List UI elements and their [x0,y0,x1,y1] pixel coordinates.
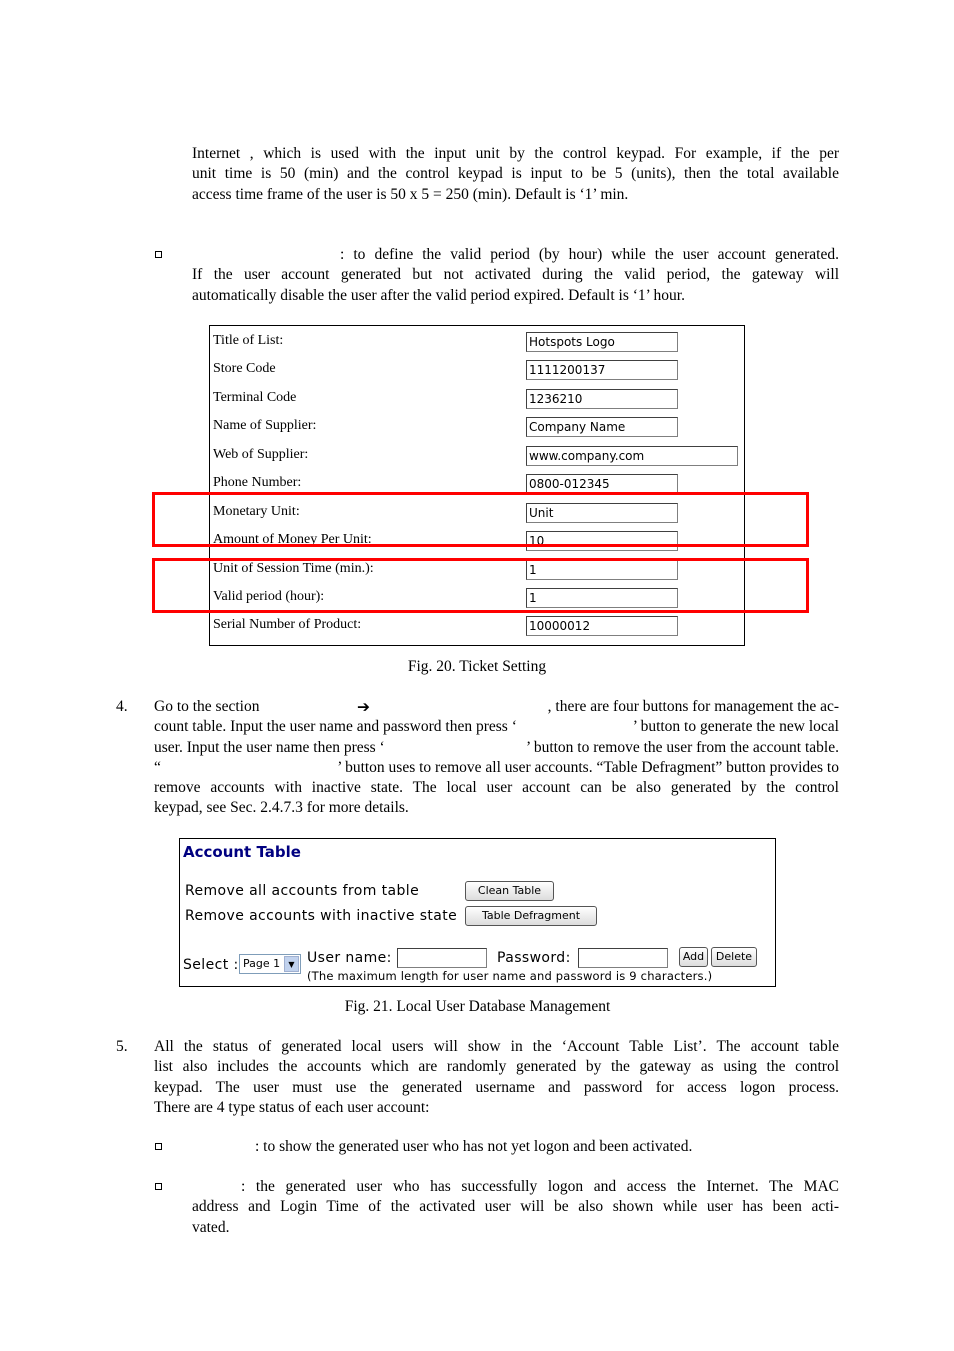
ticket-row [210,612,744,640]
row-label: Terminal Code [213,390,297,405]
page-select[interactable]: Page 1 ▼ [239,954,301,974]
row-label: Title of List: [213,333,284,348]
bullet-square-icon [155,1143,162,1150]
serial-number-field[interactable]: 10000012 [526,616,678,636]
status-not-activated-item [255,1137,839,1157]
row-label: Monetary Unit: [213,504,300,519]
terminal-code-field[interactable]: 1236210 [526,389,678,409]
text-line: address and Login Time of the activated user will be also shown while user has been acti- [192,1198,839,1216]
text-line: If the user account generated but not activated during the valid period, the gateway will [192,266,839,284]
valid-period-field[interactable]: 1 [526,588,678,608]
delete-button[interactable]: Delete [711,947,757,967]
row-label: Unit of Session Time (min.): [213,561,374,576]
bullet-square-icon [155,1183,162,1190]
ticket-row [210,442,744,470]
text-line: list also includes the accounts which are randomly generated by the gateway as using the control [154,1058,839,1076]
text-line: vated. [192,1218,230,1236]
highlight-box-money [152,492,809,547]
step5-paragraph [154,1037,839,1118]
name-of-supplier-field[interactable]: Company Name [526,417,678,437]
monetary-unit-field[interactable]: Unit [526,503,678,523]
text-line: Go to the section ➔ , there are four buttons for management the ac- [154,698,839,716]
phone-number-field[interactable]: 0800-012345 [526,474,678,494]
figure-caption: Fig. 20. Ticket Setting [407,658,547,675]
step-number: 4. [116,698,128,715]
step4-paragraph [154,697,839,819]
max-length-note: (The maximum length for user name and password is 9 characters.) [307,969,713,983]
row-label: Amount of Money Per Unit: [213,532,372,547]
password-input[interactable] [578,948,668,968]
text-line: count table. Input the user name and password then press ‘ ’ button to generate the new local [154,718,839,736]
text-line: Internet , which is used with the input unit by the control keypad. For example, if the per [192,145,839,162]
status-activated-item [192,1177,839,1238]
row-label: Web of Supplier: [213,447,309,462]
arrow-right-icon: ➔ [357,698,370,716]
username-input[interactable] [397,948,487,968]
row-label: Store Code [213,361,276,376]
web-of-supplier-field[interactable]: www.company.com [526,446,738,466]
ticket-row [210,385,744,413]
ticket-row [210,413,744,441]
bullet-square-icon [155,251,162,258]
figure-caption: Fig. 21. Local User Database Management [344,998,611,1015]
session-time-unit-field[interactable]: 1 [526,560,678,580]
account-table-panel [179,838,776,987]
chevron-down-icon[interactable]: ▼ [284,956,299,972]
text-line: automatically disable the user after the valid period expired. Default is ‘1’ hour. [192,286,685,304]
store-code-field[interactable]: 1111200137 [526,360,678,380]
row-label: Serial Number of Product: [213,617,362,632]
text-line: remove accounts with inactive state. The local user account can be also generated by the control [154,779,839,797]
intro-paragraph [192,144,839,205]
amount-per-unit-field[interactable]: 10 [526,531,678,551]
text-line: keypad, see Sec. 2.4.7.3 for more details. [154,799,409,817]
clean-table-button[interactable]: Clean Table [465,881,554,901]
remove-all-label: Remove all accounts from table [185,883,420,899]
add-button[interactable]: Add [679,947,708,967]
text-line: user. Input the user name then press ‘ ’ button to remove the user from the account table. [154,738,839,756]
text-line: “ ’ button uses to remove all user accounts. “Table Defragment” button provides to [154,758,839,776]
select-label: Select : [183,957,239,973]
username-label: User name: [307,950,392,966]
password-label: Password: [497,950,571,966]
title-of-list-field[interactable]: Hotspots Logo [526,332,678,352]
ticket-row [210,328,744,356]
table-defragment-button[interactable]: Table Defragment [465,906,597,926]
text-line: All the status of generated local users will show in the ‘Account Table List’. The account table [154,1038,839,1055]
valid-period-item [192,245,839,306]
highlight-box-session [152,558,809,613]
remove-inactive-label: Remove accounts with inactive state [185,908,458,924]
ticket-row [210,356,744,384]
text-line: : to show the generated user who has not yet logon and been activated. [255,1138,693,1155]
account-table-title: Account Table [183,843,301,861]
text-line: There are 4 type status of each user account: [154,1098,430,1116]
step-number: 5. [116,1038,128,1055]
text-line: unit time is 50 (min) and the control keypad is input to be 5 (units), then the total available [192,165,839,183]
text-line: access time frame of the user is 50 x 5 = 250 (min). Default is ‘1’ min. [192,185,629,203]
text-line: : the generated user who has successfully logon and access the Internet. The MAC [241,1178,839,1195]
row-label: Name of Supplier: [213,418,317,433]
row-label: Valid period (hour): [213,589,325,604]
text-line: keypad. The user must use the generated username and password for access logon process. [154,1078,839,1096]
row-label: Phone Number: [213,475,302,490]
text-line: : to define the valid period (by hour) while the user account generated. [340,246,839,263]
